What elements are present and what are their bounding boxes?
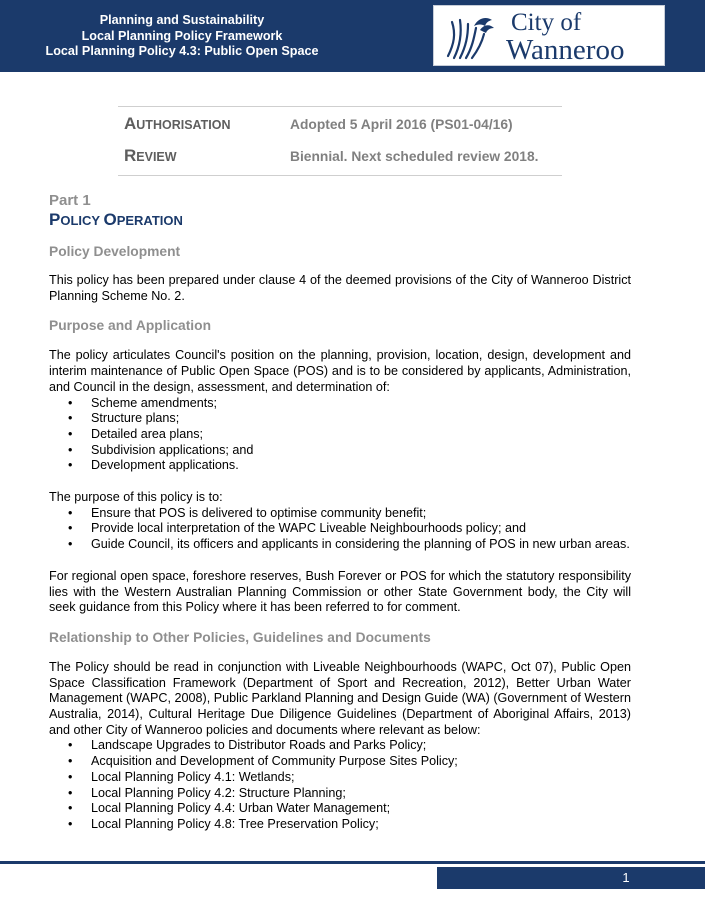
list-item <box>49 506 631 522</box>
list-item-text: Acquisition and Development of Community Purpose Sites Policy; <box>91 754 458 769</box>
title-word-rest: OLICY <box>60 213 100 228</box>
section-heading-relationship: Relationship to Other Policies, Guidelines and Documents <box>49 629 431 645</box>
header-title-line: Planning and Sustainability <box>99 13 265 27</box>
bullet-icon: • <box>68 738 73 753</box>
review-row <box>118 146 562 176</box>
list-item <box>49 443 631 459</box>
label-initial: R <box>124 146 137 165</box>
bullet-icon: • <box>68 442 73 457</box>
label-rest: EVIEW <box>136 150 177 164</box>
bullet-icon: • <box>68 537 73 552</box>
list-item <box>49 427 631 443</box>
bullet-icon: • <box>68 426 73 441</box>
list-item <box>49 738 631 754</box>
policy-development-text: This policy has been prepared under clause 4 of the deemed provisions of the City of Wanneroo District Planning Scheme No. 2. <box>49 273 631 303</box>
list-item <box>49 396 631 412</box>
authorisation-row <box>118 114 562 144</box>
bullet-icon: • <box>68 801 73 816</box>
bullet-icon: • <box>68 505 73 520</box>
list-item <box>49 786 631 802</box>
bullet-icon: • <box>68 816 73 831</box>
label-initial: A <box>124 114 137 133</box>
section-heading-purpose: Purpose and Application <box>49 318 211 334</box>
list-item-text: Development applications. <box>91 458 239 473</box>
list-item <box>49 521 631 537</box>
bullet-icon: • <box>68 411 73 426</box>
bullet-icon: • <box>68 395 73 410</box>
purpose-list <box>49 506 631 553</box>
list-item-text: Ensure that POS is delivered to optimise community benefit; <box>91 505 427 520</box>
footer-divider <box>0 861 705 864</box>
bullet-icon: • <box>68 769 73 784</box>
title-initial: P <box>49 210 61 229</box>
list-item-text: Guide Council, its officers and applicants in considering the planning of POS in new urban areas. <box>91 537 630 552</box>
related-policies-list <box>49 738 631 832</box>
logo-text-wanneroo: Wanneroo <box>506 34 625 66</box>
bullet-icon: • <box>68 458 73 473</box>
bullet-icon: • <box>68 754 73 769</box>
section-heading-policy-development: Policy Development <box>49 244 181 259</box>
list-item-text: Local Planning Policy 4.1: Wetlands; <box>91 769 295 784</box>
list-item-text: Structure plans; <box>91 411 180 426</box>
authorisation-table <box>118 106 562 176</box>
relationship-text: The Policy should be read in conjunction with Liveable Neighbourhoods (WAPC, Oct 07), Public Open Space Classification Framework (Department of Sport and Recreation, 2012), Better Urban Water Management (WAPC, 2008), Public Parkland Planning and Design Guide (WA) (Government of Western Australia, 2014), Cultural Heritage Due Diligence Guidelines (Department of Aboriginal Affairs, 2013) and other City of Wanneroo policies and documents where relevant as below: <box>49 659 631 737</box>
bullet-icon: • <box>68 785 73 800</box>
document-body <box>49 192 631 833</box>
purpose-intro-text: The policy articulates Council's position on the planning, provision, location, design, development and interim maintenance of Public Open Space (POS) and is to be considered by applicants, Administration, and Council in the design, assessment, and determination of: <box>49 348 631 394</box>
header-title <box>0 13 364 60</box>
list-item <box>49 770 631 786</box>
bird-emblem-icon <box>444 12 496 62</box>
authorisation-value: Adopted 5 April 2016 (PS01-04/16) <box>290 117 513 132</box>
header-title-line: Local Planning Policy 4.3: Public Open Space <box>45 44 319 58</box>
regional-open-space-text: For regional open space, foreshore reserves, Bush Forever or POS for which the statutory responsibility lies with the Western Australian Planning Commission or other State Government body, the City will seek guidance from this Policy where it has been referred to for comment. <box>49 568 631 615</box>
application-list <box>49 396 631 475</box>
label-rest: UTHORISATION <box>136 118 231 132</box>
list-item <box>49 817 631 833</box>
list-item-text: Scheme amendments; <box>91 395 217 410</box>
part-title <box>49 210 631 231</box>
city-of-wanneroo-logo <box>433 5 665 66</box>
list-item <box>49 801 631 817</box>
list-item-text: Local Planning Policy 4.4: Urban Water Management; <box>91 801 391 816</box>
list-item <box>49 754 631 770</box>
list-item <box>49 537 631 553</box>
title-initial: O <box>103 210 117 229</box>
review-value: Biennial. Next scheduled review 2018. <box>290 149 539 164</box>
list-item <box>49 411 631 427</box>
list-item-text: Local Planning Policy 4.2: Structure Planning; <box>91 785 346 800</box>
list-item-text: Local Planning Policy 4.8: Tree Preservation Policy; <box>91 816 379 831</box>
title-word-rest: PERATION <box>116 213 183 228</box>
bullet-icon: • <box>68 521 73 536</box>
purpose-statement-intro: The purpose of this policy is to: <box>49 490 223 505</box>
page-header <box>0 0 705 72</box>
part-label: Part 1 <box>49 192 91 209</box>
list-item <box>49 458 631 474</box>
list-item-text: Landscape Upgrades to Distributor Roads and Parks Policy; <box>91 738 427 753</box>
page-number: 1 <box>622 870 630 885</box>
authorisation-label <box>124 114 231 134</box>
footer-white-panel <box>0 867 437 889</box>
list-item-text: Subdivision applications; and <box>91 442 254 457</box>
logo-text-city-of: City of <box>511 9 582 36</box>
header-title-line: Local Planning Policy Framework <box>81 28 283 43</box>
review-label <box>124 146 177 166</box>
list-item-text: Provide local interpretation of the WAPC Liveable Neighbourhoods policy; and <box>91 521 526 536</box>
list-item-text: Detailed area plans; <box>91 426 204 441</box>
